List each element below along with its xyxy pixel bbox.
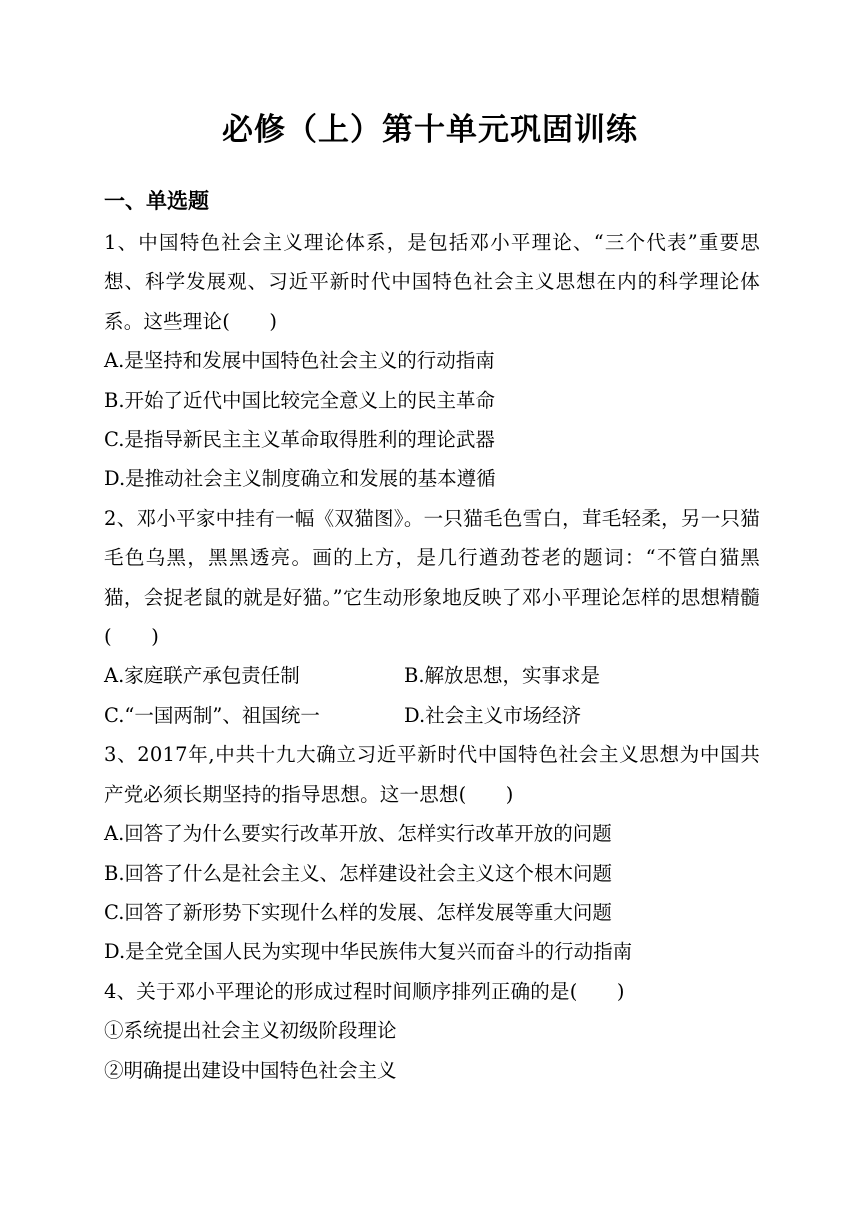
option-c: C.是指导新民主主义革命取得胜利的理论武器 — [104, 428, 495, 452]
option-d: D.是全党全国人民为实现中华民族伟大复兴而奋斗的行动指南 — [104, 940, 633, 964]
question-stem: 2、邓小平家中挂有一幅《双猫图》。一只猫毛色雪白，茸毛轻柔，另一只猫毛色乌黑，黑黑透亮。画的上方，是几行遒劲苍老的题词：“不管白猫黑猫，会捉老鼠的就是好猫。”它生动形象地反映了邓小平理论怎样的思想精髓( ) — [104, 506, 760, 649]
option-b: B.开始了近代中国比较完全意义上的民主革命 — [104, 388, 496, 412]
option-b: B.回答了什么是社会主义、怎样建设社会主义这个根木问题 — [104, 861, 613, 885]
question-stem: 1、中国特色社会主义理论体系，是包括邓小平理论、“三个代表”重要思想、科学发展观、习近平新时代中国特色社会主义思想在内的科学理论体系。这些理论( ) — [104, 231, 760, 333]
option-a: A.是坚持和发展中国特色社会主义的行动指南 — [104, 349, 495, 373]
option-d: D.是推动社会主义制度确立和发展的基本遵循 — [104, 467, 496, 491]
statement-item: ②明确提出建设中国特色社会主义 — [104, 1058, 397, 1082]
question-list — [104, 223, 760, 1090]
option-c: C.回答了新形势下实现什么样的发展、怎样发展等重大问题 — [104, 900, 612, 924]
section-heading: 一、单选题 — [104, 189, 209, 213]
page-title: 必修（上）第十单元巩固训练 — [222, 112, 638, 148]
option-row — [104, 656, 760, 695]
statement-item: ①系统提出社会主义初级阶段理论 — [104, 1019, 397, 1043]
option-b: B.解放思想，实事求是 — [404, 664, 601, 688]
option-c: C.“一国两制”、祖国统一 — [104, 703, 320, 727]
question-stem: 4、关于邓小平理论的形成过程时间顺序排列正确的是( ) — [104, 979, 625, 1003]
option-row — [104, 696, 760, 735]
option-d: D.社会主义市场经济 — [404, 703, 582, 727]
question-stem: 3、2017年,中共十九大确立习近平新时代中国特色社会主义思想为中国共产党必须长期坚持的指导思想。这一思想( ) — [104, 743, 760, 806]
option-a: A.回答了为什么要实行改革开放、怎样实行改革开放的问题 — [104, 822, 612, 846]
option-a: A.家庭联产承包责任制 — [104, 664, 300, 688]
